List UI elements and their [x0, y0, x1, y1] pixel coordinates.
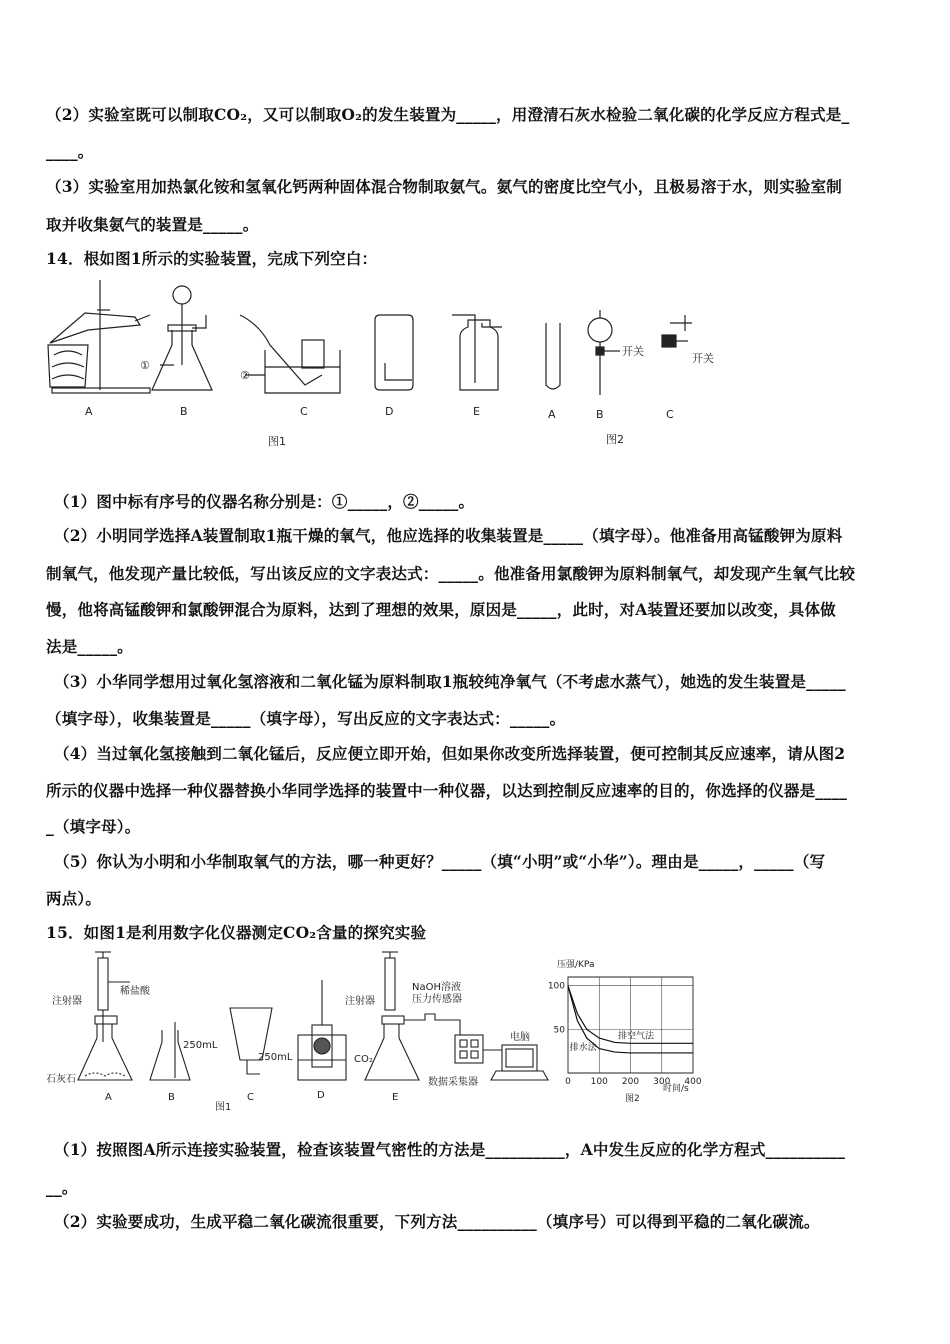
apparatus-e-bottle: [452, 315, 502, 390]
q15-chart: [545, 955, 715, 1105]
chart-ylabel: 压强/KPa: [557, 960, 595, 970]
chart-ytick-0: 50: [553, 1025, 565, 1036]
fig15-label-e: E: [392, 1092, 399, 1103]
q14-figure: [40, 275, 740, 455]
q13-3-line2: 取并收集氨气的装置是_____。: [46, 215, 259, 234]
vol-label-c: 250mL: [258, 1052, 293, 1063]
apparatus-15a: [78, 952, 132, 1080]
q15-title: 15．如图1是利用数字化仪器测定CO₂含量的探究实验: [46, 923, 427, 942]
q14-3-line1: （3）小华同学想用过氧化氢溶液和二氧化锰为原料制取1瓶较纯净氧气（不考虑水蒸气），她选的发生装置是_____: [54, 672, 846, 691]
fig2-b-funnel: [588, 310, 620, 395]
chart-xtick-3: 300: [653, 1077, 671, 1087]
q13-3-line1: （3）实验室用加热氯化铵和氢氧化钙两种固体混合物制取氨气。氨气的密度比空气小，且极易溶于水，则实验室制: [46, 177, 842, 196]
collector-label: 数据采集器: [428, 1077, 478, 1088]
fig14-label-b: B: [180, 405, 188, 418]
limestone-label: 石灰石: [46, 1074, 76, 1085]
chart-series-label-1: 排水法: [569, 1043, 597, 1054]
q14-2-line3: 慢，他将高锰酸钾和氯酸钾混合为原料，达到了理想的效果，原因是_____，此时，对A装置还要加以改变，具体做: [46, 600, 836, 619]
chart-xlabel: 时间/s: [663, 1084, 689, 1094]
hcl-label: 稀盐酸: [120, 986, 150, 997]
q14-2-line4: 法是_____。: [46, 637, 133, 656]
fig15-label-c: C: [247, 1092, 254, 1103]
q15-2: （2）实验要成功，生成平稳二氧化碳流很重要，下列方法__________（填序号）可以得到平稳的二氧化碳流。: [54, 1212, 820, 1231]
apparatus-15d: [298, 980, 346, 1080]
injector-label-a: 注射器: [52, 996, 82, 1007]
fig14-caption-2: 图2: [606, 433, 624, 446]
q13-2-line2: ____。: [46, 142, 94, 161]
chart-caption: 图2: [625, 1094, 640, 1104]
q14-1: （1）图中标有序号的仪器名称分别是：①_____，②_____。: [54, 492, 475, 511]
marker-1: ①: [140, 359, 150, 372]
chart-xtick-1: 100: [590, 1077, 608, 1087]
apparatus-15b: [150, 1022, 190, 1080]
switch-label-c: 开关: [692, 352, 714, 365]
chart-xtick-4: 400: [684, 1077, 702, 1087]
computer-label: 电脑: [510, 1032, 530, 1043]
naoh-label: NaOH溶液: [412, 982, 461, 993]
fig15-label-d: D: [317, 1090, 325, 1101]
chart-xtick-0: 0: [565, 1077, 571, 1087]
fig15-label-b: B: [168, 1092, 175, 1103]
vol-label-b: 250mL: [183, 1040, 218, 1051]
injector-label-e: 注射器: [345, 996, 375, 1007]
apparatus-b-flask: [152, 286, 212, 390]
apparatus-15e: [365, 952, 548, 1080]
fig14-label-a: A: [85, 405, 93, 418]
fig2-a-test-tube: [546, 323, 560, 389]
q14-5-line1: （5）你认为小明和小华制取氧气的方法，哪一种更好？_____（填“小明”或“小华”）。理由是_____，_____（写: [54, 852, 826, 871]
fig14-fig2-label-c: C: [666, 408, 674, 421]
sensor-label: 压力传感器: [412, 994, 462, 1005]
q14-5-line2: 两点）。: [46, 889, 102, 908]
q13-2-line1: （2）实验室既可以制取CO₂，又可以制取O₂的发生装置为_____，用澄清石灰水检验二氧化碳的化学反应方程式是_: [46, 105, 850, 124]
q14-4-line1: （4）当过氧化氢接触到二氧化锰后，反应便立即开始，但如果你改变所选择装置，便可控制其反应速率，请从图2: [54, 744, 846, 763]
fig14-label-e: E: [473, 405, 480, 418]
fig14-label-c: C: [300, 405, 308, 418]
q14-title: 14．根如图1所示的实验装置，完成下列空白：: [46, 249, 378, 268]
fig15-caption-1: 图1: [215, 1102, 232, 1113]
fig14-caption-1: 图1: [268, 435, 286, 448]
apparatus-15c: [230, 1008, 272, 1074]
fig14-fig2-label-b: B: [596, 408, 604, 421]
q14-2-line1: （2）小明同学选择A装置制取1瓶干燥的氧气，他应选择的收集装置是_____（填字母）。他准备用高锰酸钾为原料: [54, 526, 843, 545]
apparatus-c-trough: [240, 315, 340, 393]
fig14-label-d: D: [385, 405, 394, 418]
chart-xtick-2: 200: [621, 1077, 640, 1087]
marker-2: ②: [240, 369, 250, 382]
apparatus-a-heating: [48, 280, 150, 393]
apparatus-d-bottle: [375, 315, 413, 390]
co2-label: CO₂: [354, 1054, 373, 1065]
chart-series-label-0: 排空气法: [618, 1031, 655, 1042]
fig2-c-switch: [662, 315, 692, 347]
q15-figure: [40, 950, 560, 1115]
q15-1-line1: （1）按照图A所示连接实验装置，检查该装置气密性的方法是__________，A中发生反应的化学方程式__________: [54, 1140, 846, 1159]
q14-2-line2: 制氧气，他发现产量比较低，写出该反应的文字表达式：_____。他准备用氯酸钾为原料制氧气，却发现产生氧气比较: [46, 564, 856, 583]
fig14-fig2-label-a: A: [548, 408, 556, 421]
q14-4-line3: _（填字母）。: [46, 817, 141, 836]
q14-3-line2: （填字母），收集装置是_____（填字母），写出反应的文字表达式：_____。: [46, 709, 566, 728]
q15-1-line2: __。: [46, 1178, 78, 1197]
fig15-label-a: A: [105, 1092, 112, 1103]
switch-label-b: 开关: [622, 345, 644, 358]
q14-4-line2: 所示的仪器中选择一种仪器替换小华同学选择的装置中一种仪器，以达到控制反应速率的目的，你选择的仪器是____: [46, 781, 848, 800]
chart-ytick-1: 100: [547, 981, 565, 992]
